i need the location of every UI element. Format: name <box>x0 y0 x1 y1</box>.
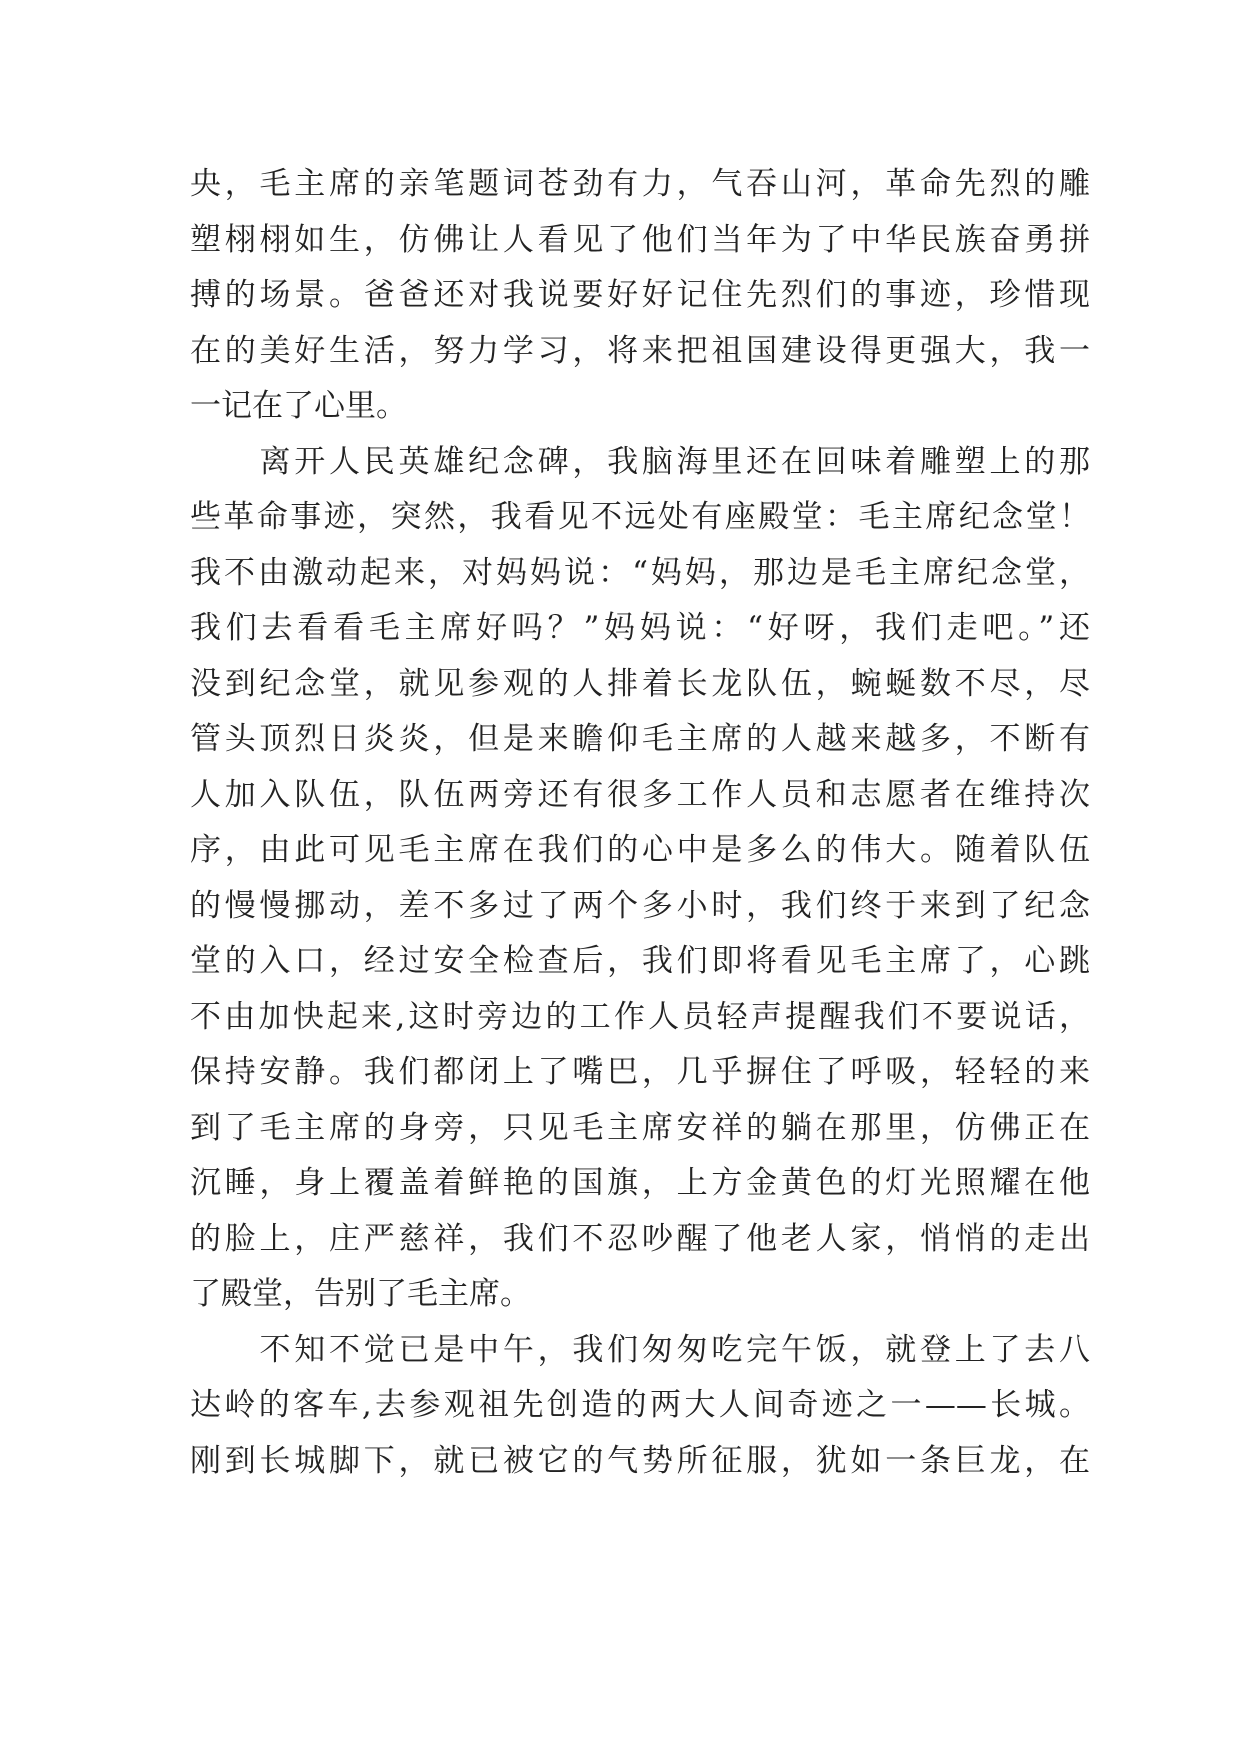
paragraph-2 <box>190 435 1090 1323</box>
text-line: 的脸上，庄严慈祥，我们不忍吵醒了他老人家，悄悄的走出 <box>190 1220 1090 1257</box>
text-line: 到了毛主席的身旁，只见毛主席安祥的躺在那里，仿佛正在 <box>190 1109 1090 1146</box>
text-line: 堂的入口，经过安全检查后，我们即将看见毛主席了，心跳 <box>190 943 1090 979</box>
paragraph-1 <box>190 157 1090 435</box>
text-line: 央，毛主席的亲笔题词苍劲有力，气吞山河，革命先烈的雕 <box>190 166 1090 202</box>
text-line: 的慢慢挪动，差不多过了两个多小时，我们终于来到了纪念 <box>190 887 1090 924</box>
text-line: 塑栩栩如生，仿佛让人看见了他们当年为了中华民族奋勇拼 <box>190 221 1090 258</box>
text-line: 不知不觉已是中午，我们匆匆吃完午饭，就登上了去八 <box>190 1331 1090 1368</box>
text-line: 离开人民英雄纪念碑，我脑海里还在回味着雕塑上的那 <box>190 443 1090 480</box>
article-body <box>190 157 1090 1489</box>
text-line: 保持安静。我们都闭上了嘴巴，几乎摒住了呼吸，轻轻的来 <box>190 1054 1090 1090</box>
text-line: 我们去看看毛主席好吗？”妈妈说：“好呀，我们走吧。”还 <box>190 610 1090 646</box>
text-line: 一记在了心里。 <box>190 388 407 424</box>
text-line: 没到纪念堂，就见参观的人排着长龙队伍，蜿蜒数不尽，尽 <box>190 665 1090 702</box>
text-line: 搏的场景。爸爸还对我说要好好记住先烈们的事迹，珍惜现 <box>190 277 1090 313</box>
text-line: 刚到长城脚下，就已被它的气势所征服，犹如一条巨龙，在 <box>190 1442 1090 1479</box>
text-line: 不由加快起来,这时旁边的工作人员轻声提醒我们不要说话， <box>190 998 1090 1035</box>
text-line: 达岭的客车,去参观祖先创造的两大人间奇迹之一——长城。 <box>190 1387 1090 1423</box>
text-line: 人加入队伍，队伍两旁还有很多工作人员和志愿者在维持次 <box>190 776 1090 813</box>
text-line: 序，由此可见毛主席在我们的心中是多么的伟大。随着队伍 <box>190 832 1090 868</box>
text-line: 管头顶烈日炎炎，但是来瞻仰毛主席的人越来越多，不断有 <box>190 721 1090 757</box>
text-line: 我不由激动起来，对妈妈说：“妈妈，那边是毛主席纪念堂， <box>190 554 1090 591</box>
text-line: 些革命事迹，突然，我看见不远处有座殿堂：毛主席纪念堂！ <box>190 499 1090 535</box>
paragraph-3 <box>190 1323 1090 1490</box>
text-line: 在的美好生活，努力学习，将来把祖国建设得更强大，我一 <box>190 332 1090 369</box>
text-line: 沉睡，身上覆盖着鲜艳的国旗，上方金黄色的灯光照耀在他 <box>190 1165 1090 1201</box>
text-line: 了殿堂，告别了毛主席。 <box>190 1276 531 1312</box>
